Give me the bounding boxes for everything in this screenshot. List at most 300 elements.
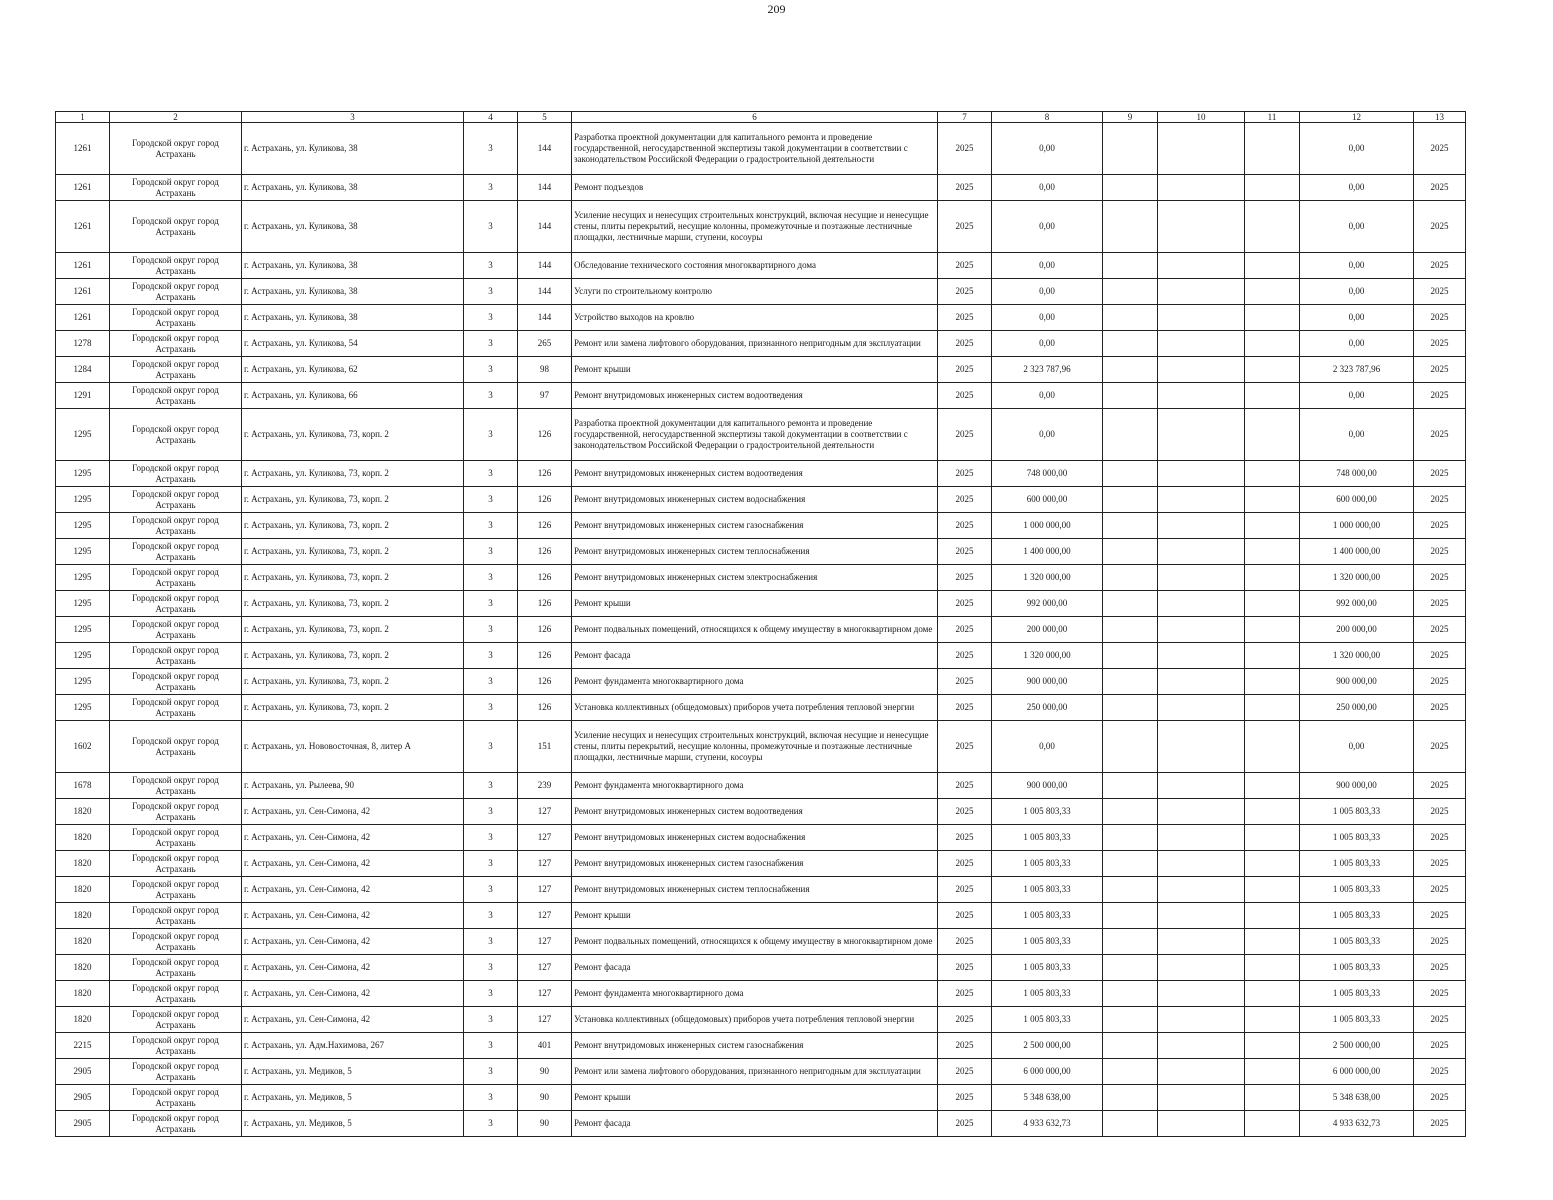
work-type-cell: Разработка проектной документации для капитального ремонта и проведение государственной, негосударственной экспертизы такой документации в соответствии с законодательством Российской Федерации о градостроительной деятельности (572, 123, 938, 175)
col4-cell: 3 (464, 981, 518, 1007)
col10-cell (1158, 357, 1245, 383)
col12-amount-cell: 1 320 000,00 (1300, 565, 1414, 591)
col9-cell (1103, 955, 1158, 981)
work-type-cell: Ремонт крыши (572, 357, 938, 383)
table-row (56, 825, 1466, 851)
col11-cell (1245, 539, 1300, 565)
col5-cell: 126 (518, 539, 572, 565)
table-row (56, 1033, 1466, 1059)
col5-cell: 127 (518, 929, 572, 955)
table-row (56, 357, 1466, 383)
municipality-cell: Городской округ город Астрахань (110, 799, 242, 825)
year-cell: 2025 (938, 279, 992, 305)
row-id-cell: 1820 (56, 825, 110, 851)
col4-cell: 3 (464, 279, 518, 305)
col12-amount-cell: 1 005 803,33 (1300, 877, 1414, 903)
table-row (56, 253, 1466, 279)
col10-cell (1158, 643, 1245, 669)
col4-cell: 3 (464, 1085, 518, 1111)
col9-cell (1103, 851, 1158, 877)
col13-year-cell: 2025 (1414, 1033, 1466, 1059)
col5-cell: 126 (518, 565, 572, 591)
work-type-cell: Ремонт или замена лифтового оборудования, признанного непригодным для эксплуатации (572, 1059, 938, 1085)
address-cell: г. Астрахань, ул. Сен-Симона, 42 (242, 903, 464, 929)
col12-amount-cell: 2 323 787,96 (1300, 357, 1414, 383)
amount-cell: 1 005 803,33 (992, 877, 1103, 903)
col5-cell: 127 (518, 825, 572, 851)
municipality-cell: Городской округ город Астрахань (110, 539, 242, 565)
work-type-cell: Усиление несущих и ненесущих строительных конструкций, включая несущие и ненесущие стены, плиты перекрытий, несущие колонны, промежуточные и поэтажные лестничные площадки, лестничные марши, ступени, косоуры (572, 721, 938, 773)
address-cell: г. Астрахань, ул. Куликова, 38 (242, 305, 464, 331)
col12-amount-cell: 1 005 803,33 (1300, 851, 1414, 877)
address-cell: г. Астрахань, ул. Сен-Симона, 42 (242, 929, 464, 955)
col4-cell: 3 (464, 617, 518, 643)
address-cell: г. Астрахань, ул. Куликова, 73, корп. 2 (242, 669, 464, 695)
municipality-cell: Городской округ город Астрахань (110, 279, 242, 305)
address-cell: г. Астрахань, ул. Куликова, 73, корп. 2 (242, 617, 464, 643)
table-row (56, 565, 1466, 591)
work-type-cell: Ремонт фасада (572, 643, 938, 669)
col13-year-cell: 2025 (1414, 955, 1466, 981)
work-type-cell: Ремонт фасада (572, 1111, 938, 1137)
address-cell: г. Астрахань, ул. Куликова, 66 (242, 383, 464, 409)
year-cell: 2025 (938, 903, 992, 929)
work-type-cell: Установка коллективных (общедомовых) приборов учета потребления тепловой энергии (572, 695, 938, 721)
col5-cell: 126 (518, 409, 572, 461)
table-row (56, 1007, 1466, 1033)
col9-cell (1103, 305, 1158, 331)
col10-cell (1158, 695, 1245, 721)
amount-cell: 1 000 000,00 (992, 513, 1103, 539)
municipality-cell: Городской округ город Астрахань (110, 357, 242, 383)
municipality-cell: Городской округ город Астрахань (110, 617, 242, 643)
col10-cell (1158, 487, 1245, 513)
col13-year-cell: 2025 (1414, 1007, 1466, 1033)
col9-cell (1103, 903, 1158, 929)
col11-cell (1245, 487, 1300, 513)
municipality-cell: Городской округ город Астрахань (110, 1059, 242, 1085)
col9-cell (1103, 929, 1158, 955)
col10-cell (1158, 929, 1245, 955)
work-type-cell: Услуги по строительному контролю (572, 279, 938, 305)
col4-cell: 3 (464, 1007, 518, 1033)
col11-cell (1245, 903, 1300, 929)
col10-cell (1158, 201, 1245, 253)
col13-year-cell: 2025 (1414, 175, 1466, 201)
col4-cell: 3 (464, 643, 518, 669)
amount-cell: 1 005 803,33 (992, 981, 1103, 1007)
row-id-cell: 1820 (56, 1007, 110, 1033)
table-row (56, 773, 1466, 799)
col11-cell (1245, 825, 1300, 851)
col10-cell (1158, 513, 1245, 539)
col13-year-cell: 2025 (1414, 331, 1466, 357)
address-cell: г. Астрахань, ул. Куликова, 73, корп. 2 (242, 591, 464, 617)
col10-cell (1158, 903, 1245, 929)
col10-cell (1158, 669, 1245, 695)
row-id-cell: 1295 (56, 565, 110, 591)
row-id-cell: 1295 (56, 513, 110, 539)
col9-cell (1103, 695, 1158, 721)
municipality-cell: Городской округ город Астрахань (110, 305, 242, 331)
work-type-cell: Ремонт внутридомовых инженерных систем электроснабжения (572, 565, 938, 591)
row-id-cell: 1820 (56, 799, 110, 825)
column-number: 1 (56, 112, 110, 123)
col13-year-cell: 2025 (1414, 1085, 1466, 1111)
col5-cell: 126 (518, 695, 572, 721)
col10-cell (1158, 981, 1245, 1007)
table-row (56, 123, 1466, 175)
municipality-cell: Городской округ город Астрахань (110, 695, 242, 721)
year-cell: 2025 (938, 695, 992, 721)
amount-cell: 4 933 632,73 (992, 1111, 1103, 1137)
municipality-cell: Городской округ город Астрахань (110, 201, 242, 253)
col12-amount-cell: 6 000 000,00 (1300, 1059, 1414, 1085)
col5-cell: 127 (518, 903, 572, 929)
col10-cell (1158, 1007, 1245, 1033)
col4-cell: 3 (464, 1111, 518, 1137)
work-type-cell: Ремонт подъездов (572, 175, 938, 201)
col11-cell (1245, 175, 1300, 201)
col11-cell (1245, 721, 1300, 773)
table-row (56, 851, 1466, 877)
year-cell: 2025 (938, 175, 992, 201)
col11-cell (1245, 383, 1300, 409)
work-type-cell: Ремонт внутридомовых инженерных систем водоснабжения (572, 825, 938, 851)
table-row (56, 929, 1466, 955)
col4-cell: 3 (464, 175, 518, 201)
amount-cell: 0,00 (992, 279, 1103, 305)
col5-cell: 127 (518, 877, 572, 903)
col5-cell: 265 (518, 331, 572, 357)
municipality-cell: Городской округ город Астрахань (110, 383, 242, 409)
address-cell: г. Астрахань, ул. Куликова, 38 (242, 253, 464, 279)
col5-cell: 126 (518, 487, 572, 513)
col13-year-cell: 2025 (1414, 617, 1466, 643)
col11-cell (1245, 253, 1300, 279)
col4-cell: 3 (464, 825, 518, 851)
column-number: 3 (242, 112, 464, 123)
col11-cell (1245, 331, 1300, 357)
col12-amount-cell: 1 005 803,33 (1300, 981, 1414, 1007)
col4-cell: 3 (464, 695, 518, 721)
col12-amount-cell: 0,00 (1300, 305, 1414, 331)
table-row (56, 877, 1466, 903)
municipality-cell: Городской округ город Астрахань (110, 825, 242, 851)
col10-cell (1158, 877, 1245, 903)
col13-year-cell: 2025 (1414, 929, 1466, 955)
col13-year-cell: 2025 (1414, 253, 1466, 279)
col11-cell (1245, 357, 1300, 383)
col10-cell (1158, 279, 1245, 305)
col5-cell: 239 (518, 773, 572, 799)
work-type-cell: Ремонт подвальных помещений, относящихся к общему имуществу в многоквартирном доме (572, 617, 938, 643)
row-id-cell: 2905 (56, 1111, 110, 1137)
year-cell: 2025 (938, 877, 992, 903)
col4-cell: 3 (464, 539, 518, 565)
col10-cell (1158, 591, 1245, 617)
amount-cell: 2 323 787,96 (992, 357, 1103, 383)
column-number: 12 (1300, 112, 1414, 123)
col10-cell (1158, 383, 1245, 409)
col5-cell: 98 (518, 357, 572, 383)
work-type-cell: Ремонт внутридомовых инженерных систем газоснабжения (572, 513, 938, 539)
col5-cell: 126 (518, 643, 572, 669)
col11-cell (1245, 929, 1300, 955)
col4-cell: 3 (464, 565, 518, 591)
amount-cell: 1 005 803,33 (992, 1007, 1103, 1033)
amount-cell: 250 000,00 (992, 695, 1103, 721)
col11-cell (1245, 201, 1300, 253)
col11-cell (1245, 955, 1300, 981)
table-row (56, 409, 1466, 461)
address-cell: г. Астрахань, ул. Куликова, 73, корп. 2 (242, 643, 464, 669)
amount-cell: 900 000,00 (992, 773, 1103, 799)
col5-cell: 90 (518, 1111, 572, 1137)
col5-cell: 126 (518, 591, 572, 617)
row-id-cell: 2905 (56, 1059, 110, 1085)
column-number: 13 (1414, 112, 1466, 123)
col9-cell (1103, 669, 1158, 695)
col9-cell (1103, 253, 1158, 279)
amount-cell: 0,00 (992, 331, 1103, 357)
col12-amount-cell: 0,00 (1300, 409, 1414, 461)
year-cell: 2025 (938, 617, 992, 643)
col11-cell (1245, 305, 1300, 331)
row-id-cell: 1291 (56, 383, 110, 409)
address-cell: г. Астрахань, ул. Куликова, 73, корп. 2 (242, 539, 464, 565)
col11-cell (1245, 981, 1300, 1007)
col4-cell: 3 (464, 461, 518, 487)
year-cell: 2025 (938, 669, 992, 695)
address-cell: г. Астрахань, ул. Сен-Симона, 42 (242, 877, 464, 903)
table-row (56, 643, 1466, 669)
amount-cell: 0,00 (992, 123, 1103, 175)
work-type-cell: Ремонт крыши (572, 903, 938, 929)
col5-cell: 144 (518, 253, 572, 279)
col10-cell (1158, 123, 1245, 175)
col13-year-cell: 2025 (1414, 409, 1466, 461)
year-cell: 2025 (938, 409, 992, 461)
col9-cell (1103, 565, 1158, 591)
col12-amount-cell: 0,00 (1300, 721, 1414, 773)
work-type-cell: Ремонт фасада (572, 955, 938, 981)
col13-year-cell: 2025 (1414, 487, 1466, 513)
table-row (56, 617, 1466, 643)
work-type-cell: Ремонт внутридомовых инженерных систем водоотведения (572, 383, 938, 409)
amount-cell: 0,00 (992, 253, 1103, 279)
col12-amount-cell: 1 005 803,33 (1300, 929, 1414, 955)
work-type-cell: Ремонт внутридомовых инженерных систем газоснабжения (572, 851, 938, 877)
amount-cell: 0,00 (992, 201, 1103, 253)
col10-cell (1158, 1033, 1245, 1059)
table-row (56, 591, 1466, 617)
work-type-cell: Ремонт внутридомовых инженерных систем водоотведения (572, 461, 938, 487)
col11-cell (1245, 773, 1300, 799)
amount-cell: 900 000,00 (992, 669, 1103, 695)
year-cell: 2025 (938, 799, 992, 825)
col9-cell (1103, 721, 1158, 773)
col10-cell (1158, 825, 1245, 851)
column-number: 6 (572, 112, 938, 123)
col11-cell (1245, 409, 1300, 461)
municipality-cell: Городской округ город Астрахань (110, 331, 242, 357)
col13-year-cell: 2025 (1414, 279, 1466, 305)
address-cell: г. Астрахань, ул. Сен-Симона, 42 (242, 1007, 464, 1033)
work-type-cell: Устройство выходов на кровлю (572, 305, 938, 331)
col5-cell: 97 (518, 383, 572, 409)
work-type-cell: Ремонт внутридомовых инженерных систем теплоснабжения (572, 539, 938, 565)
col9-cell (1103, 799, 1158, 825)
col10-cell (1158, 461, 1245, 487)
col5-cell: 144 (518, 305, 572, 331)
column-number: 11 (1245, 112, 1300, 123)
table-row (56, 539, 1466, 565)
col12-amount-cell: 600 000,00 (1300, 487, 1414, 513)
table-row (56, 383, 1466, 409)
col13-year-cell: 2025 (1414, 643, 1466, 669)
amount-cell: 1 005 803,33 (992, 903, 1103, 929)
col10-cell (1158, 1111, 1245, 1137)
repair-registry-table (55, 111, 1466, 1137)
year-cell: 2025 (938, 383, 992, 409)
col4-cell: 3 (464, 409, 518, 461)
col13-year-cell: 2025 (1414, 461, 1466, 487)
col4-cell: 3 (464, 799, 518, 825)
col13-year-cell: 2025 (1414, 513, 1466, 539)
col13-year-cell: 2025 (1414, 721, 1466, 773)
col9-cell (1103, 487, 1158, 513)
col4-cell: 3 (464, 123, 518, 175)
col13-year-cell: 2025 (1414, 695, 1466, 721)
col4-cell: 3 (464, 357, 518, 383)
col10-cell (1158, 565, 1245, 591)
work-type-cell: Ремонт фундамента многоквартирного дома (572, 773, 938, 799)
year-cell: 2025 (938, 1033, 992, 1059)
col11-cell (1245, 1033, 1300, 1059)
col9-cell (1103, 1085, 1158, 1111)
year-cell: 2025 (938, 721, 992, 773)
municipality-cell: Городской округ город Астрахань (110, 513, 242, 539)
col9-cell (1103, 513, 1158, 539)
table-row (56, 175, 1466, 201)
amount-cell: 1 320 000,00 (992, 565, 1103, 591)
col9-cell (1103, 123, 1158, 175)
address-cell: г. Астрахань, ул. Сен-Симона, 42 (242, 981, 464, 1007)
municipality-cell: Городской округ город Астрахань (110, 643, 242, 669)
row-id-cell: 1295 (56, 669, 110, 695)
row-id-cell: 1602 (56, 721, 110, 773)
col12-amount-cell: 1 005 803,33 (1300, 799, 1414, 825)
address-cell: г. Астрахань, ул. Куликова, 38 (242, 201, 464, 253)
col9-cell (1103, 643, 1158, 669)
year-cell: 2025 (938, 513, 992, 539)
col11-cell (1245, 1085, 1300, 1111)
col10-cell (1158, 851, 1245, 877)
amount-cell: 0,00 (992, 383, 1103, 409)
col12-amount-cell: 4 933 632,73 (1300, 1111, 1414, 1137)
col9-cell (1103, 175, 1158, 201)
municipality-cell: Городской округ город Астрахань (110, 669, 242, 695)
col9-cell (1103, 383, 1158, 409)
row-id-cell: 2905 (56, 1085, 110, 1111)
amount-cell: 6 000 000,00 (992, 1059, 1103, 1085)
table-row (56, 201, 1466, 253)
work-type-cell: Ремонт внутридомовых инженерных систем водоснабжения (572, 487, 938, 513)
year-cell: 2025 (938, 201, 992, 253)
col12-amount-cell: 1 000 000,00 (1300, 513, 1414, 539)
year-cell: 2025 (938, 929, 992, 955)
col10-cell (1158, 305, 1245, 331)
year-cell: 2025 (938, 253, 992, 279)
col10-cell (1158, 1059, 1245, 1085)
municipality-cell: Городской округ город Астрахань (110, 851, 242, 877)
table-row (56, 955, 1466, 981)
col11-cell (1245, 669, 1300, 695)
amount-cell: 1 005 803,33 (992, 955, 1103, 981)
col9-cell (1103, 1111, 1158, 1137)
col13-year-cell: 2025 (1414, 565, 1466, 591)
municipality-cell: Городской округ город Астрахань (110, 773, 242, 799)
work-type-cell: Ремонт внутридомовых инженерных систем водоотведения (572, 799, 938, 825)
column-number: 7 (938, 112, 992, 123)
col5-cell: 151 (518, 721, 572, 773)
col12-amount-cell: 5 348 638,00 (1300, 1085, 1414, 1111)
address-cell: г. Астрахань, ул. Сен-Симона, 42 (242, 851, 464, 877)
col4-cell: 3 (464, 487, 518, 513)
year-cell: 2025 (938, 539, 992, 565)
row-id-cell: 1261 (56, 123, 110, 175)
col11-cell (1245, 591, 1300, 617)
address-cell: г. Астрахань, ул. Нововосточная, 8, литер А (242, 721, 464, 773)
col10-cell (1158, 617, 1245, 643)
col5-cell: 126 (518, 513, 572, 539)
col13-year-cell: 2025 (1414, 851, 1466, 877)
col13-year-cell: 2025 (1414, 1059, 1466, 1085)
col9-cell (1103, 409, 1158, 461)
address-cell: г. Астрахань, ул. Куликова, 73, корп. 2 (242, 513, 464, 539)
address-cell: г. Астрахань, ул. Сен-Симона, 42 (242, 825, 464, 851)
col13-year-cell: 2025 (1414, 825, 1466, 851)
year-cell: 2025 (938, 1059, 992, 1085)
col11-cell (1245, 279, 1300, 305)
col4-cell: 3 (464, 201, 518, 253)
col13-year-cell: 2025 (1414, 669, 1466, 695)
row-id-cell: 1295 (56, 643, 110, 669)
table-row (56, 331, 1466, 357)
row-id-cell: 1261 (56, 305, 110, 331)
col4-cell: 3 (464, 305, 518, 331)
work-type-cell: Установка коллективных (общедомовых) приборов учета потребления тепловой энергии (572, 1007, 938, 1033)
col9-cell (1103, 617, 1158, 643)
col11-cell (1245, 877, 1300, 903)
year-cell: 2025 (938, 305, 992, 331)
address-cell: г. Астрахань, ул. Куликова, 38 (242, 279, 464, 305)
col13-year-cell: 2025 (1414, 773, 1466, 799)
row-id-cell: 1261 (56, 201, 110, 253)
row-id-cell: 1261 (56, 253, 110, 279)
municipality-cell: Городской округ город Астрахань (110, 929, 242, 955)
amount-cell: 1 005 803,33 (992, 799, 1103, 825)
address-cell: г. Астрахань, ул. Куликова, 73, корп. 2 (242, 461, 464, 487)
year-cell: 2025 (938, 1111, 992, 1137)
col9-cell (1103, 539, 1158, 565)
work-type-cell: Ремонт внутридомовых инженерных систем теплоснабжения (572, 877, 938, 903)
col12-amount-cell: 200 000,00 (1300, 617, 1414, 643)
row-id-cell: 1284 (56, 357, 110, 383)
municipality-cell: Городской округ город Астрахань (110, 487, 242, 513)
work-type-cell: Ремонт подвальных помещений, относящихся к общему имуществу в многоквартирном доме (572, 929, 938, 955)
